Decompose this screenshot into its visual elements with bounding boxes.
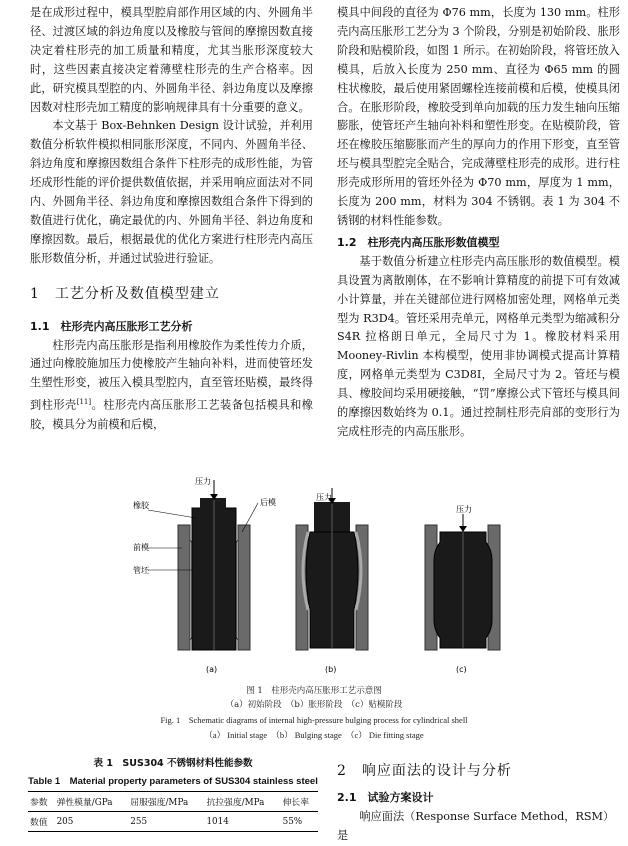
table-title-en: Table 1 Material property parameters of SUS304 stainless steel xyxy=(28,776,318,787)
table-cell: 205 xyxy=(55,812,129,832)
left-column xyxy=(30,4,313,435)
material-property-table xyxy=(28,791,318,832)
subsection-1-2-title: 1.2 柱形壳内高压胀形数值模型 xyxy=(337,235,500,249)
panel-a-drawing xyxy=(148,480,258,650)
table-row xyxy=(28,812,318,832)
figure-caption-cn: 图 1 柱形壳内高压胀形工艺示意图 xyxy=(246,686,382,696)
table-title-cn: 表 1 SUS304 不锈钢材料性能参数 xyxy=(93,758,253,769)
panel-a-label: (a) xyxy=(206,665,218,674)
numerical-model-paragraph: 基于数值分析建立柱形壳内高压胀形的数值模型。模具设置为离散刚体，在不影响计算精度的前提下可有效减小计算量，并在关键部位进行网格加密处理，网格单元类型为 R3D4。管坯采用壳单元，网格单元类型为缩减积分 S4R 拉格朗日单元，全局尺寸为 1。橡胶材料采用 Mooney-Rivlin 本构模型，使用非协调模式提高计算精度，网格单元类型为 C3D8I，全局尺寸为 2。管坯与模具、橡胶间均采用硬接触，“罚”摩擦公式下管坯与模具间的摩擦因数始终为 0.1。通过控制柱形壳肩部的变形行为完成柱形壳的内高压胀形。 xyxy=(337,254,620,438)
panel-b-label: (b) xyxy=(325,665,337,674)
figure-subcaption-en: （a） Initial stage （b） Bulging stage （c） Die fitting stage xyxy=(204,730,424,740)
subsection-2-1-title: 2.1 试验方案设计 xyxy=(337,790,434,804)
panel-c-drawing xyxy=(425,514,500,650)
section-2-title: 2 响应面法的设计与分析 xyxy=(337,763,512,779)
intro-paragraph-method: 本文基于 Box-Behnken Design 设计试验，并利用数值分析软件模拟相同胀形深度，不同内、外圆角半径、斜边角度和摩擦因数组合条件下柱形壳的成形性能，为管坯成形性能的评价提供数值依据，并采用响应面法对不同内、外圆角半径、斜边角度和摩擦因数组合条件下得到的数值进行优化，确定最优的内、外圆角半径、斜边角度和摩擦因数。最后，根据最优的优化方案进行柱形壳内高压胀形数值分析，并通过试验进行验证。 xyxy=(30,119,313,265)
panel-b-drawing xyxy=(296,488,368,650)
table-1 xyxy=(28,755,318,832)
figure-caption-en: Fig. 1 Schematic diagrams of internal high-pressure bulging process for cylindrical shell xyxy=(160,715,468,725)
table-header: 屈服强度/MPa xyxy=(128,792,204,812)
section-1-title: 1 工艺分析及数值模型建立 xyxy=(30,285,220,302)
table-cell: 255 xyxy=(128,812,204,832)
table-header: 伸长率 xyxy=(281,792,318,812)
table-cell: 数值 xyxy=(28,812,55,832)
section-2 xyxy=(337,762,620,846)
intro-paragraph-continued: 是在成形过程中，模具型腔肩部作用区域的内、外圆角半径、过渡区域的斜边角度以及橡胶与管间的摩擦因数直接决定着柱形壳的加工质量和精度，尤其当胀形深度较大时，这些因素直接决定着薄壁柱形壳的生产合格率。因此，研究模具型腔的内、外圆角半径、斜边角度以及摩擦因数对柱形壳加工精度的影响规律具有十分重要的意义。 xyxy=(30,6,313,114)
panel-c-label: (c) xyxy=(456,665,467,674)
label-rear-die: 后模 xyxy=(260,498,276,507)
table-header: 弹性模量/GPa xyxy=(55,792,129,812)
table-header: 抗拉强度/MPa xyxy=(204,792,280,812)
figure-1 xyxy=(120,470,510,680)
reference-11: [11] xyxy=(76,398,92,407)
figure-subcaption-cn: （a）初始阶段 （b）胀形阶段 （c）贴模阶段 xyxy=(225,700,403,710)
rsm-paragraph: 响应面法（Response Surface Method，RSM）是 xyxy=(337,809,615,842)
label-force-c: 压力 xyxy=(456,505,472,514)
label-force-a: 压力 xyxy=(195,477,211,486)
process-analysis-paragraph: 柱形壳内高压胀形是指利用橡胶作为柔性传力介质，通过向橡胶施加压力使橡胶产生轴向补料，进而使管坯发生塑性形变，被压入模具型腔内，直至管坯贴模，最终得到柱形壳[11]。柱形壳内高压胀形工艺装备包括模具和橡胶，模具分为前模和后模， xyxy=(30,338,313,431)
label-force-b: 压力 xyxy=(316,493,332,502)
table-cell: 1014 xyxy=(204,812,280,832)
process-schematic xyxy=(120,470,510,680)
right-column xyxy=(337,4,620,442)
process-stages-paragraph: 模具中间段的直径为 Φ76 mm，长度为 130 mm。柱形壳内高压胀形工艺分为 3 个阶段，分别是初始阶段、胀形阶段和贴模阶段，如图 1 所示。在初始阶段，将管坯放入模具，后放入长度为 250 mm、直径为 Φ65 mm 的圆柱状橡胶，最后使用紧固螺栓连接前模和后模，使模具闭合。在胀形阶段，橡胶受到单向加载的压力发生轴向压缩膨胀，使管坯产生轴向补料和塑性形变。在贴模阶段，管坯在橡胶压缩膨胀而产生的厚向力的作用下形变，直至管坯与模具型腔完全贴合，完成薄壁柱形壳的成形。进行柱形壳成形所用的管坯外径为 Φ70 mm，厚度为 1 mm，长度为 200 mm，材料为 304 不锈钢。表 1 为 304 不锈钢的材料性能参数。 xyxy=(337,6,620,227)
subsection-1-1-title: 1.1 柱形壳内高压胀形工艺分析 xyxy=(30,319,193,333)
table-header: 参数 xyxy=(28,792,55,812)
label-tube: 管坯 xyxy=(133,566,149,575)
table-cell: 55% xyxy=(281,812,318,832)
label-rubber: 橡胶 xyxy=(133,501,149,510)
label-front-die: 前模 xyxy=(133,543,149,552)
table-header-row xyxy=(28,792,318,812)
